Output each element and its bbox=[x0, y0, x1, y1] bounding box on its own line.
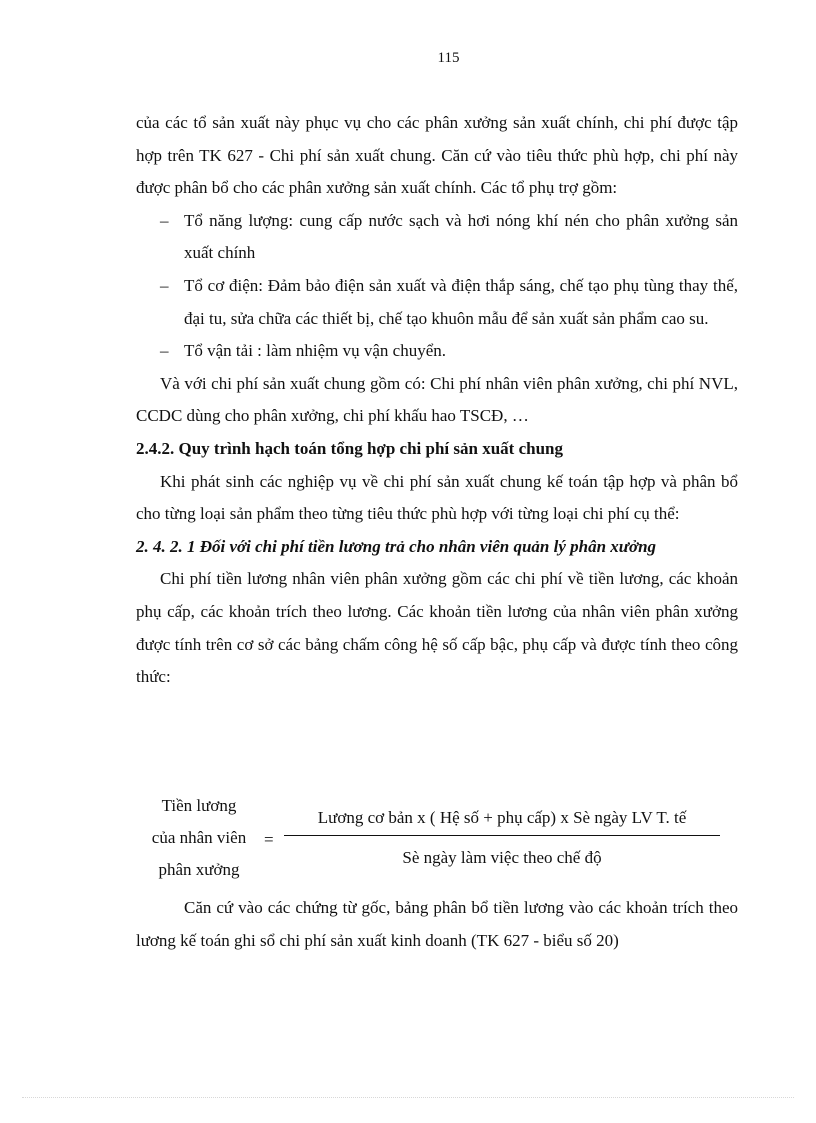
subsection-heading: 2. 4. 2. 1 Đối với chi phí tiền lương trả cho nhân viên quản lý phân xưởng bbox=[136, 536, 657, 556]
formula-lhs-line: của nhân viên bbox=[151, 828, 247, 847]
bullet-text: Tổ cơ điện: Đảm bảo điện sản xuất và điện thắp sáng, chế tạo phụ tùng thay thế, đại tu, sửa chữa các thiết bị, chế tạo khuôn mẫu để sản xuất sản phẩm cao su. bbox=[184, 275, 738, 328]
closing-paragraph: Căn cứ vào các chứng từ gốc, bảng phân bổ tiền lương vào các khoản trích theo lương kế toán ghi sổ chi phí sản xuất kinh doanh (TK 627 - biểu số 20) bbox=[136, 898, 738, 950]
formula-numerator: Lương cơ bản x ( Hệ số + phụ cấp) x Sè ngày LV T. tế bbox=[317, 808, 687, 827]
bullet-dash: – bbox=[160, 210, 169, 230]
page-body bbox=[136, 107, 738, 694]
closing-block bbox=[136, 892, 738, 957]
section-paragraph: Khi phát sinh các nghiệp vụ về chi phí sản xuất chung kế toán tập hợp và phân bổ cho từng loại sản phẩm theo từng tiêu thức phù hợp với từng loại chi phí cụ thể: bbox=[136, 471, 738, 524]
bullet-item bbox=[136, 270, 738, 335]
section-heading: 2.4.2. Quy trình hạch toán tổng hợp chi phí sản xuất chung bbox=[136, 438, 563, 458]
bullet-text: Tổ năng lượng: cung cấp nước sạch và hơi nóng khí nén cho phân xưởng sản xuất chính bbox=[184, 210, 738, 263]
page-number: 115 bbox=[437, 50, 460, 66]
bullet-text: Tổ vận tải : làm nhiệm vụ vận chuyển. bbox=[184, 341, 447, 361]
formula-denominator: Sè ngày làm việc theo chế độ bbox=[402, 848, 602, 867]
salary-formula bbox=[136, 790, 738, 885]
formula-lhs bbox=[136, 790, 262, 886]
salary-paragraph: Chi phí tiền lương nhân viên phân xưởng gồm các chi phí về tiền lương, các khoản phụ cấp, các khoản trích theo lương. Các khoản tiền lương của nhân viên phân xưởng được tính trên cơ sở các bảng chấm công hệ số cấp bậc, phụ cấp và được tính theo công thức: bbox=[136, 569, 738, 687]
bullet-item bbox=[136, 205, 738, 270]
cost-paragraph: Và với chi phí sản xuất chung gồm có: Chi phí nhân viên phân xưởng, chi phí NVL, CCDC dùng cho phân xưởng, chi phí khấu hao TSCĐ, … bbox=[136, 373, 738, 426]
intro-paragraph: của các tổ sản xuất này phục vụ cho các phân xưởng sản xuất chính, chi phí được tập hợp trên TK 627 - Chi phí sản xuất chung. Căn cứ vào tiêu thức phù hợp, chi phí này được phân bổ cho các phân xưởng sản xuất chính. Các tổ phụ trợ gồm: bbox=[136, 113, 738, 198]
bullet-dash: – bbox=[160, 341, 169, 361]
equals-sign: = bbox=[264, 830, 274, 849]
footer-rule bbox=[22, 1097, 794, 1098]
bullet-item bbox=[136, 335, 738, 368]
fraction-line bbox=[284, 835, 720, 836]
formula-lhs-line: Tiền lương bbox=[161, 796, 237, 815]
bullet-dash: – bbox=[160, 275, 169, 295]
formula-lhs-line: phân xưởng bbox=[158, 860, 240, 879]
